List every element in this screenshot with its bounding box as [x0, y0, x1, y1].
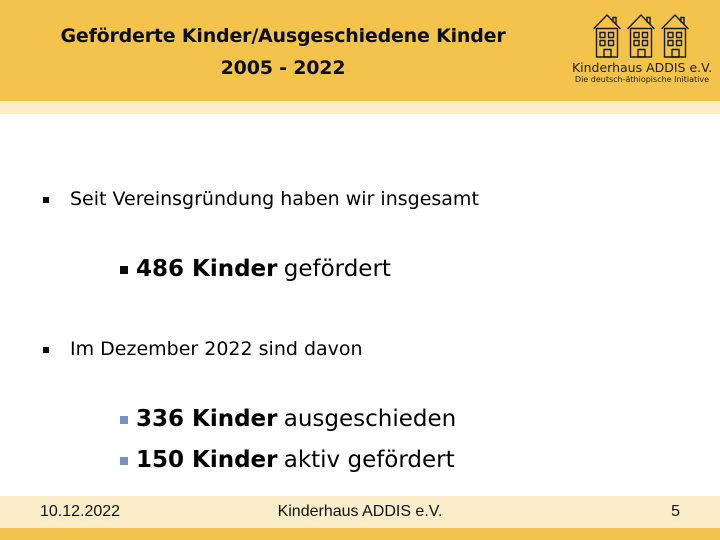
footer-accent-strip [0, 528, 720, 540]
three-houses-icon [592, 13, 692, 59]
logo [571, 13, 713, 84]
bullet-marker [120, 457, 128, 465]
bullet-text [70, 188, 479, 211]
bullet-text-strong: 150 Kinder [136, 447, 278, 473]
title-line-2: 2005 - 2022 [220, 57, 346, 79]
bullet-item [0, 405, 720, 434]
footer-date: 10.12.2022 [40, 503, 121, 520]
bullet-text [70, 338, 363, 361]
slide-title [28, 20, 538, 84]
bullet-marker [120, 416, 128, 424]
bullet-text-rest: gefördert [283, 256, 391, 282]
logo-name: Kinderhaus ADDIS e.V. [571, 60, 713, 75]
bullet-text-rest: ausgeschieden [283, 406, 457, 432]
title-line-1: Geförderte Kinder/Ausgeschiedene Kinder [60, 25, 506, 47]
bullet-item [0, 446, 720, 475]
logo-tagline: Die deutsch-äthiopische Initiative [574, 75, 710, 84]
footer-center-text: Kinderhaus ADDIS e.V. [277, 503, 443, 520]
bullet-text [136, 255, 391, 284]
header-accent-strip [0, 101, 720, 114]
bullet-text-rest: aktiv gefördert [283, 447, 455, 473]
bullet-text [136, 405, 456, 434]
bullet-item [0, 338, 720, 361]
bullet-text-rest: Im Dezember 2022 sind davon [70, 338, 363, 360]
bullet-item [0, 255, 720, 284]
footer-page-number: 5 [671, 503, 680, 520]
slide-body [0, 114, 720, 475]
bullet-item [0, 188, 720, 211]
bullet-text-strong: 486 Kinder [136, 256, 278, 282]
bullet-marker [43, 197, 49, 203]
bullet-marker [120, 266, 128, 274]
bullet-text-rest: Seit Vereinsgründung haben wir insgesamt [70, 188, 479, 210]
slide-header [0, 0, 720, 101]
slide-footer [0, 496, 720, 528]
bullet-text-strong: 336 Kinder [136, 406, 278, 432]
bullet-text [136, 446, 455, 475]
bullet-marker [43, 347, 49, 353]
